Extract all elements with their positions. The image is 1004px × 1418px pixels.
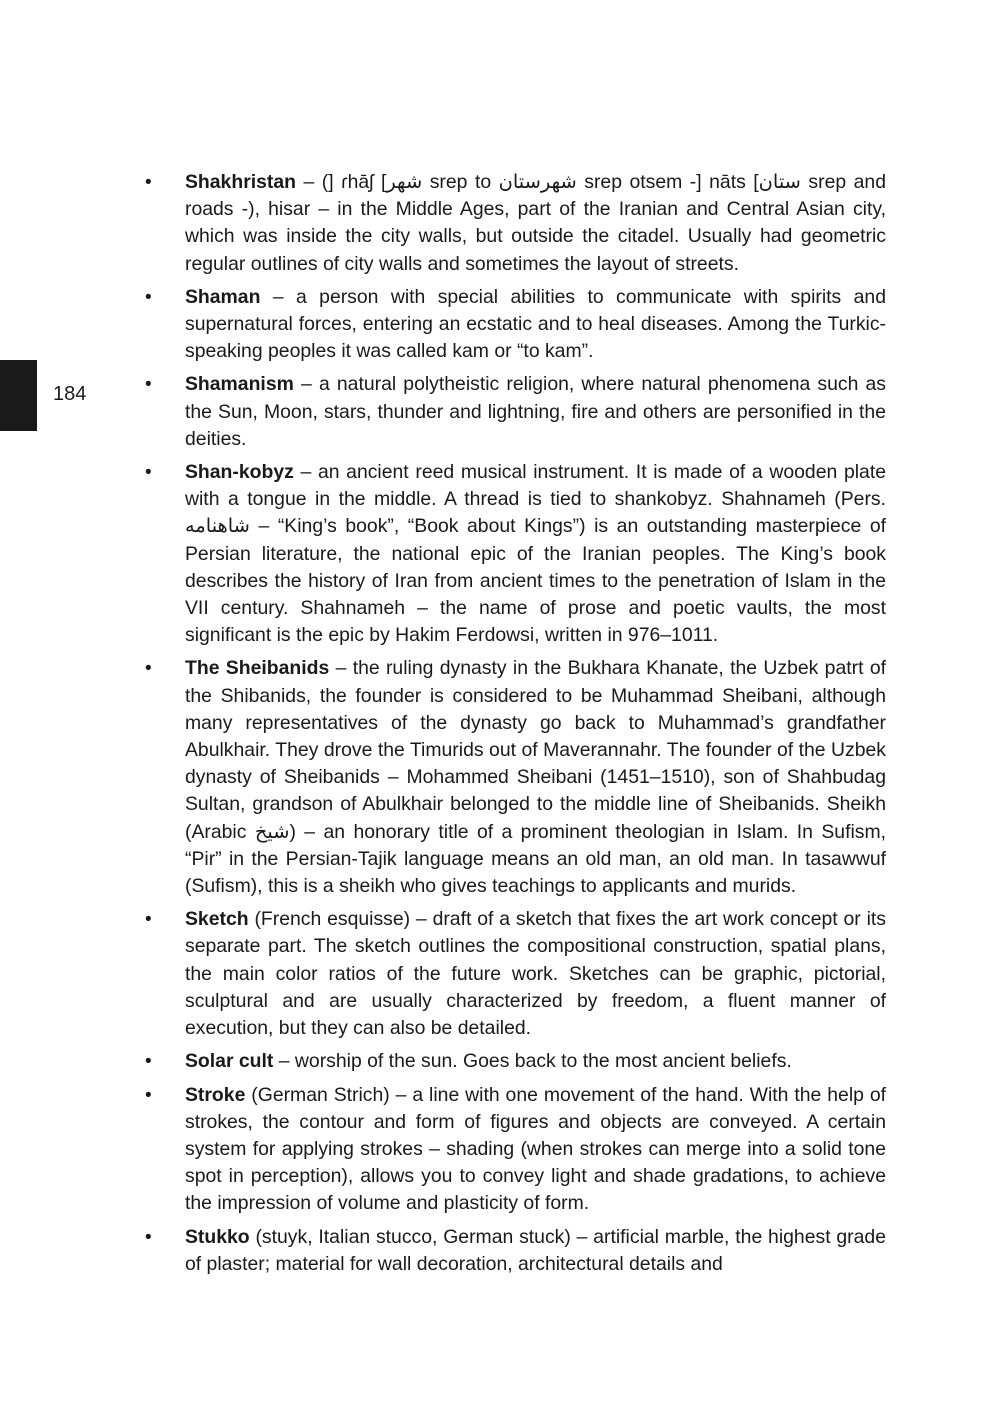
entry-term: Solar cult xyxy=(185,1050,274,1073)
entry-text: – (] ɾhāʃ [شهر srep to شهرستان srep otsem -] nāts [ستان srep and roads -), hisar – in the Middle Ages, part of the Iranian and Central Asian city, which was inside the city walls, but outside the citadel. Usually had geometric regular outlines of city walls and sometimes the layout of streets. xyxy=(185,171,886,275)
entry-text: – a natural polytheistic religion, where natural phenomena such as the Sun, Moon, stars, thunder and lightning, fire and others are personified in the deities. xyxy=(185,373,886,450)
bullet-icon: • xyxy=(145,1226,152,1248)
bullet-icon: • xyxy=(145,1084,152,1106)
entry-term: Stroke xyxy=(185,1083,246,1106)
page-edge-tab xyxy=(0,360,37,431)
page-number: 184 xyxy=(53,383,87,405)
entry-term: Shamanism xyxy=(185,373,294,396)
entry-term: The Sheibanids xyxy=(185,657,330,680)
entry-text: – a person with special abilities to communicate with spirits and supernatural forces, entering an ecstatic and to heal diseases. Among the Turkic-speaking peoples it was called kam or “to kam”. xyxy=(185,285,886,363)
glossary-entry-sketch xyxy=(145,906,886,1042)
glossary-entry-shaman xyxy=(145,284,886,366)
entry-term: Sketch xyxy=(185,908,249,931)
glossary-entry-shan-kobyz xyxy=(145,459,886,649)
glossary-entry-shamanism xyxy=(145,371,886,453)
entry-term: Shakhristan xyxy=(185,171,296,193)
entry-text: – worship of the sun. Goes back to the most ancient beliefs. xyxy=(273,1050,792,1073)
entry-term: Shaman xyxy=(185,285,261,308)
bullet-icon: • xyxy=(145,286,152,308)
glossary-entry-stroke xyxy=(145,1082,886,1218)
glossary-list xyxy=(145,169,886,1284)
bullet-icon: • xyxy=(145,1051,152,1073)
bullet-icon: • xyxy=(145,462,152,484)
bullet-icon: • xyxy=(145,172,152,193)
bullet-icon: • xyxy=(145,909,152,931)
glossary-entry-solar-cult xyxy=(145,1048,886,1075)
glossary-entry-sheibanids xyxy=(145,655,886,900)
entry-text: (French esquisse) – draft of a sketch that fixes the art work concept or its separate part. The sketch outlines the compositional construction, spatial plans, the main color ratios of the future work. Sketches can be graphic, pictorial, sculptural and are usually characterized by freedom, a fluent manner of execution, but they can also be detailed. xyxy=(185,908,886,1040)
bullet-icon: • xyxy=(145,658,152,680)
glossary-entry-shakhristan xyxy=(145,169,886,278)
glossary-entry-stukko xyxy=(145,1224,886,1278)
entry-term: Stukko xyxy=(185,1225,250,1248)
entry-text: (German Strich) – a line with one movement of the hand. With the help of strokes, the contour and form of figures and objects are conveyed. A certain system for applying strokes – shading (when strokes can merge into a solid tone spot in perception), allows you to convey light and shade gradations, to achieve the impression of volume and plasticity of form. xyxy=(185,1083,886,1215)
entry-text: (stuyk, Italian stucco, German stuck) – artificial marble, the highest grade of plaster; material for wall decoration, architectural details and xyxy=(185,1225,886,1275)
bullet-icon: • xyxy=(145,374,152,396)
entry-term: Shan-kobyz xyxy=(185,461,294,484)
entry-text: – an ancient reed musical instrument. It is made of a wooden plate with a tongue in the middle. A thread is tied to shankobyz. Shahnameh (Pers. شاهنامه – “King’s book”, “Book about Kings”) is an outstanding masterpiece of Persian literature, the national epic of the Iranian peoples. The King’s book describes the history of Iran from ancient times to the penetration of Islam in the VII century. Shahnameh – the name of prose and poetic vaults, the most significant is the epic by Hakim Ferdowsi, written in 976–1011. xyxy=(185,461,886,647)
entry-text: – the ruling dynasty in the Bukhara Khanate, the Uzbek patrt of the Shibanids, the founder is considered to be Muhammad Sheibani, although many representatives of the dynasty go back to Muhammad’s grandfather Abulkhair. They drove the Timurids out of Maverannahr. The founder of the Uzbek dynasty of Sheibanids – Mohammed Sheibani (1451–1510), son of Shahbudag Sultan, grandson of Abulkhair belonged to the middle line of Sheibanids. Sheikh (Arabic شيخ) – an honorary title of a prominent theologian in Islam. In Sufism, “Pir” in the Persian-Tajik language means an old man, an old man. In tasawwuf (Sufism), this is a sheikh who gives teachings to applicants and murids. xyxy=(185,657,887,898)
